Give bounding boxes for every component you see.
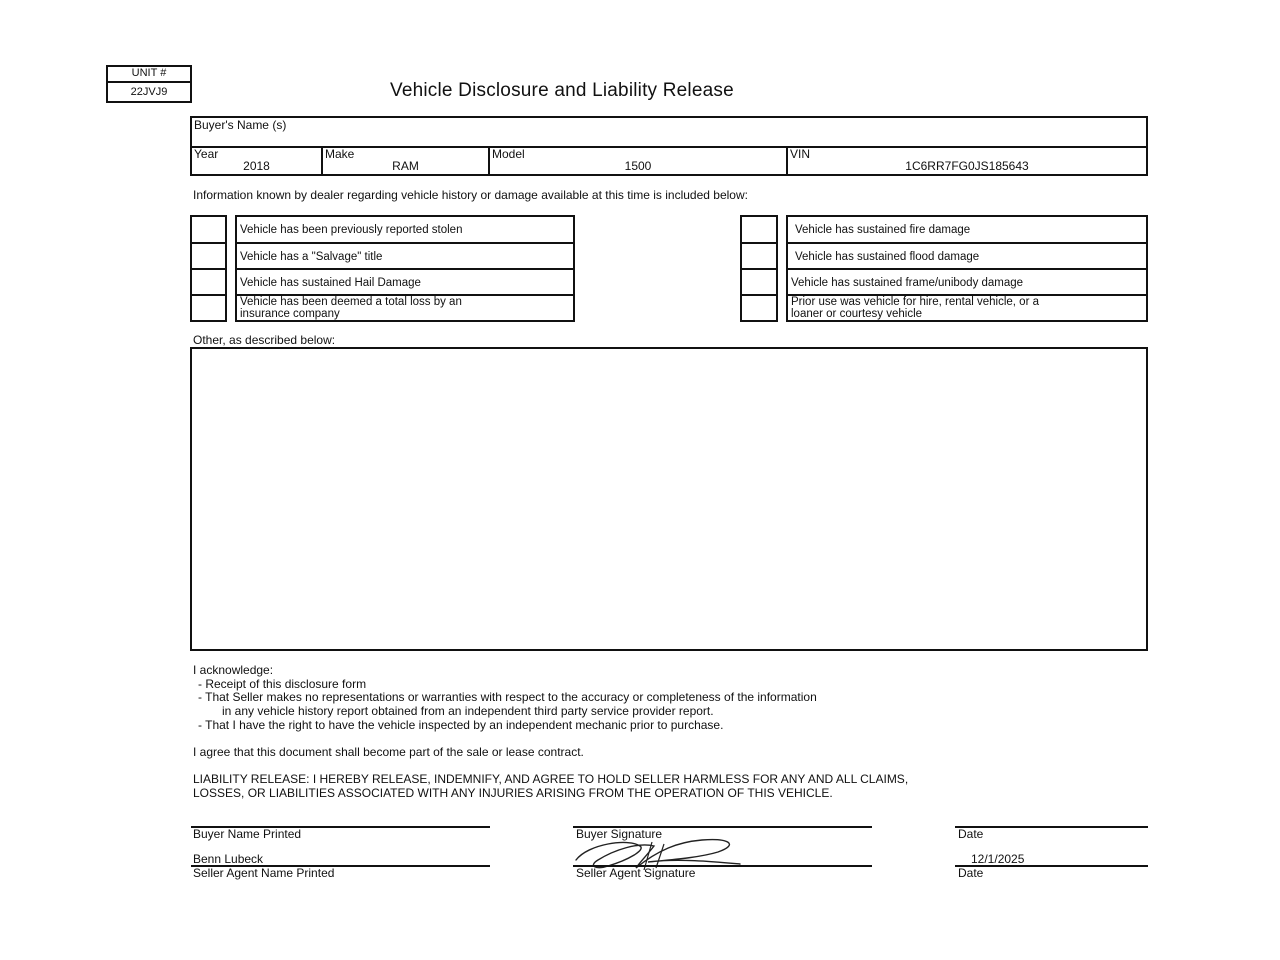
list-item: [237, 217, 573, 244]
buyer-names-field[interactable]: [195, 132, 1143, 144]
seller-agent-signature-label: Seller Agent Signature: [576, 866, 696, 880]
disclosure-list-left: [235, 215, 575, 322]
list-item: [237, 244, 573, 270]
liability-release-line1: LIABILITY RELEASE: I HEREBY RELEASE, INDEMNIFY, AND AGREE TO HOLD SELLER HARMLESS FOR ANY AND ALL CLAIMS,: [193, 772, 909, 786]
unit-label: UNIT #: [131, 67, 167, 79]
checkbox-frame[interactable]: [742, 270, 776, 296]
liability-release-line2: LOSSES, OR LIABILITIES ASSOCIATED WITH ANY INJURIES ARISING FROM THE OPERATION OF THIS VEHICLE.: [193, 786, 833, 800]
make-cell: [323, 148, 490, 174]
year-label: Year: [194, 147, 219, 161]
acknowledge-item-continued: in any vehicle history report obtained from an independent third party service provider report.: [222, 704, 714, 718]
unit-box-divider: [108, 81, 190, 83]
list-item: [788, 270, 1146, 296]
disclosure-checkbox-column-left: [190, 215, 227, 322]
checkbox-salvage[interactable]: [192, 244, 225, 270]
list-item: [788, 296, 1146, 320]
agree-text: I agree that this document shall become part of the sale or lease contract.: [193, 745, 584, 759]
buyer-date-line: [955, 826, 1148, 828]
disclosure-prior-use-label-line1: Prior use was vehicle for hire, rental vehicle, or a: [791, 296, 1039, 308]
vin-value: 1C6RR7FG0JS185643: [905, 159, 1029, 173]
disclosure-list-right: [786, 215, 1148, 322]
checkbox-flood[interactable]: [742, 244, 776, 270]
checkbox-stolen[interactable]: [192, 217, 225, 244]
list-item: [237, 270, 573, 296]
seller-agent-name: Benn Lubeck: [193, 852, 264, 866]
checkbox-total-loss[interactable]: [192, 296, 225, 320]
other-description-field[interactable]: [190, 347, 1148, 651]
list-item: [237, 296, 573, 320]
seller-date: 12/1/2025: [971, 852, 1025, 866]
info-text: Information known by dealer regarding vehicle history or damage available at this time is included below:: [193, 188, 748, 202]
disclosure-salvage-label: Vehicle has a "Salvage" title: [240, 251, 383, 263]
acknowledge-item: - Receipt of this disclosure form: [198, 677, 367, 691]
unit-value: 22JVJ9: [130, 86, 168, 98]
disclosure-fire-label: Vehicle has sustained fire damage: [795, 224, 971, 236]
disclosure-hail-label: Vehicle has sustained Hail Damage: [240, 277, 421, 289]
model-cell: [490, 148, 788, 174]
checkbox-prior-use[interactable]: [742, 296, 776, 320]
disclosure-stolen-label: Vehicle has been previously reported stolen: [240, 224, 463, 236]
model-value: 1500: [624, 159, 652, 173]
checkbox-hail[interactable]: [192, 270, 225, 296]
vin-cell: [788, 148, 1146, 174]
list-item: [788, 244, 1146, 270]
page-title: Vehicle Disclosure and Liability Release: [390, 80, 734, 101]
buyer-signature-label: Buyer Signature: [576, 827, 663, 841]
acknowledge-heading: I acknowledge:: [193, 663, 274, 677]
other-label: Other, as described below:: [193, 333, 336, 347]
disclosure-total-loss-label-line1: Vehicle has been deemed a total loss by an: [240, 296, 462, 308]
acknowledge-item: - That Seller makes no representations or warranties with respect to the accuracy or completeness of the information: [198, 690, 817, 704]
disclosure-frame-label: Vehicle has sustained frame/unibody damage: [791, 277, 1024, 289]
disclosure-prior-use-label-line2: loaner or courtesy vehicle: [791, 308, 923, 320]
seller-date-line: [955, 865, 1148, 867]
make-label: Make: [325, 147, 355, 161]
list-item: [788, 217, 1146, 244]
seller-agent-name-printed-label: Seller Agent Name Printed: [193, 866, 335, 880]
vin-label: VIN: [790, 147, 811, 161]
checkbox-fire[interactable]: [742, 217, 776, 244]
seller-date-label: Date: [958, 866, 984, 880]
make-value: RAM: [392, 159, 419, 173]
buyer-date-label: Date: [958, 827, 984, 841]
buyer-names-label: Buyer's Name (s): [194, 118, 287, 132]
model-label: Model: [492, 147, 525, 161]
disclosure-total-loss-label-line2: insurance company: [240, 308, 340, 320]
disclosure-flood-label: Vehicle has sustained flood damage: [795, 251, 980, 263]
buyer-name-printed-label: Buyer Name Printed: [193, 827, 302, 841]
disclosure-checkbox-column-right: [740, 215, 778, 322]
vehicle-info-table: [190, 116, 1148, 176]
year-value: 2018: [243, 159, 270, 173]
year-cell: [192, 148, 323, 174]
acknowledge-item: - That I have the right to have the vehicle inspected by an independent mechanic prior to purchase.: [198, 718, 724, 732]
unit-number-box: [106, 65, 192, 103]
